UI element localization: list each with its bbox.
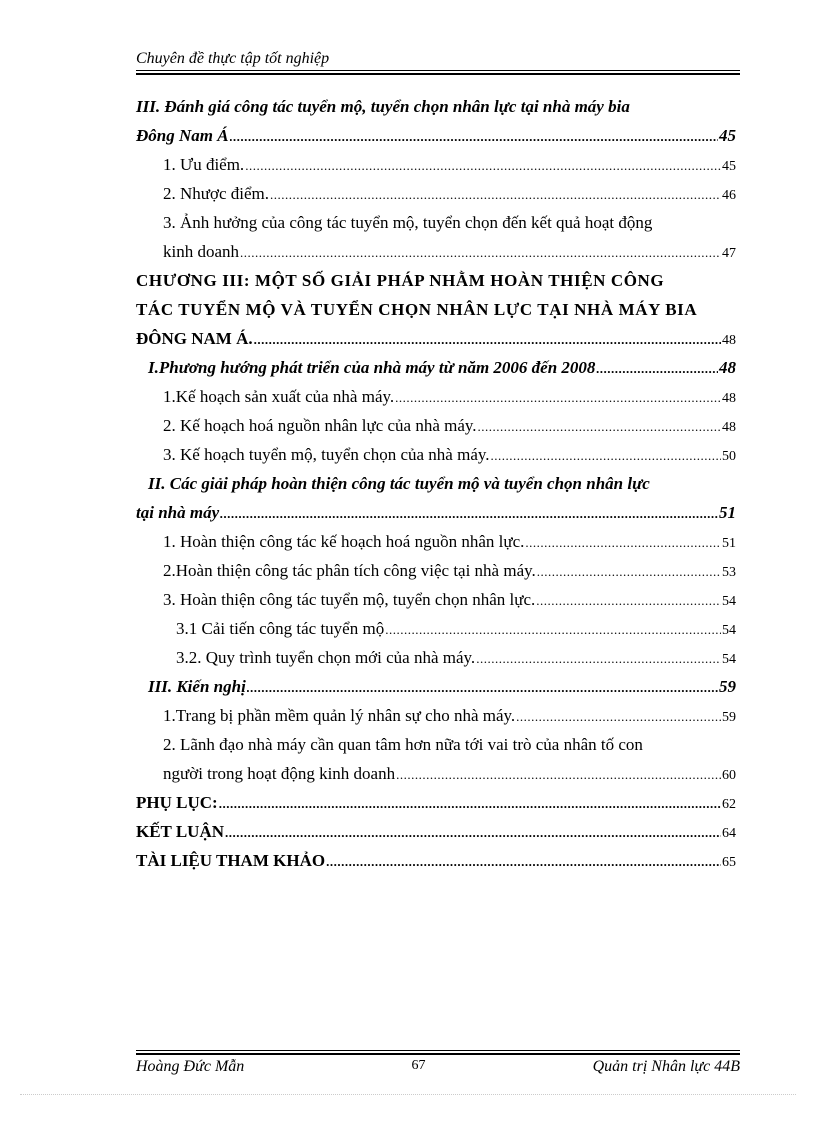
page-edge (20, 1094, 796, 1095)
dot-leader (478, 412, 721, 441)
dot-leader (219, 789, 721, 818)
toc-entry: 1.Kế hoạch sản xuất của nhà máy. ..... 48 (136, 382, 736, 411)
toc-entry: TÀI LIỆU THAM KHẢO ..... 65 (136, 846, 736, 875)
dot-leader (395, 383, 721, 412)
toc-entry: 3.2. Quy trình tuyển chọn mới của nhà máy. ..... 54 (136, 643, 736, 672)
header-title: Chuyên đề thực tập tốt nghiệp (136, 50, 330, 67)
toc-entry: 1.Trang bị phần mềm quản lý nhân sự cho nhà máy. ..... 59 (136, 701, 736, 730)
dot-leader (491, 441, 721, 470)
toc-entry: người trong hoạt động kinh doanh ..... 60 (136, 759, 736, 788)
footer-class: Quản trị Nhân lực 44B (592, 1058, 740, 1075)
header-rule-thick (136, 73, 740, 75)
dot-leader (225, 818, 721, 847)
toc-entry: TÁC TUYỂN MỘ VÀ TUYỂN CHỌN NHÂN LỰC TẠI NHÀ MÁY BIA (136, 300, 698, 319)
page-footer (136, 1050, 740, 1076)
toc-entry: KẾT LUẬN ..... 64 (136, 817, 736, 846)
table-of-contents (136, 92, 736, 875)
dot-leader (326, 847, 721, 876)
dot-leader (247, 673, 718, 702)
toc-entry: PHỤ LỤC: ..... 62 (136, 788, 736, 817)
dot-leader (220, 499, 718, 528)
dot-leader (270, 180, 721, 209)
dot-leader (516, 702, 721, 731)
toc-entry: II. Các giải pháp hoàn thiện công tác tuyển mộ và tuyển chọn nhân lực (148, 474, 650, 493)
dot-leader (596, 354, 718, 383)
dot-leader (396, 760, 721, 789)
dot-leader (385, 615, 721, 644)
toc-entry: 3.1 Cải tiến công tác tuyển mộ ..... 54 (136, 614, 736, 643)
page-header (136, 50, 740, 75)
dot-leader (245, 151, 721, 180)
footer-author: Hoàng Đức Mẫn (136, 1058, 245, 1075)
toc-entry: 1. Ưu điểm. ..... 45 (136, 150, 736, 179)
header-rule (136, 70, 740, 71)
footer-rule-thick (136, 1053, 740, 1055)
dot-leader (476, 644, 721, 673)
toc-entry: 2. Nhược điểm. ..... 46 (136, 179, 736, 208)
dot-leader (240, 238, 721, 267)
toc-entry: 3. Hoàn thiện công tác tuyển mộ, tuyển chọn nhân lực. ..... 54 (136, 585, 736, 614)
toc-entry: 3. Kế hoạch tuyển mộ, tuyển chọn của nhà máy. ..... 50 (136, 440, 736, 469)
toc-entry: III. Đánh giá công tác tuyển mộ, tuyển chọn nhân lực tại nhà máy bia (136, 97, 630, 116)
toc-entry: 1. Hoàn thiện công tác kế hoạch hoá nguồn nhân lực. ..... 51 (136, 527, 736, 556)
toc-entry: 2. Lãnh đạo nhà máy cần quan tâm hơn nữa tới vai trò của nhân tố con (163, 735, 643, 754)
toc-entry: tại nhà máy ..... 51 (136, 498, 736, 527)
page-number: 67 (411, 1058, 426, 1073)
toc-entry: Đông Nam Á ..... 45 (136, 121, 736, 150)
toc-entry: 2. Kế hoạch hoá nguồn nhân lực của nhà máy. ..... 48 (136, 411, 736, 440)
dot-leader (254, 325, 721, 354)
toc-entry: I.Phương hướng phát triển của nhà máy từ năm 2006 đến 2008 ..... 48 (136, 353, 736, 382)
toc-entry: ĐÔNG NAM Á. ..... 48 (136, 324, 736, 353)
toc-entry: 3. Ảnh hưởng của công tác tuyển mộ, tuyển chọn đến kết quả hoạt động (163, 213, 653, 232)
dot-leader (230, 122, 718, 151)
dot-leader (536, 586, 721, 615)
toc-entry: kinh doanh ..... 47 (136, 237, 736, 266)
toc-entry: CHƯƠNG III: MỘT SỐ GIẢI PHÁP NHẰM HOÀN THIỆN CÔNG (136, 271, 665, 290)
dot-leader (537, 557, 721, 586)
toc-entry: III. Kiến nghị ..... 59 (136, 672, 736, 701)
dot-leader (525, 528, 721, 557)
footer-rule (136, 1050, 740, 1051)
toc-entry: 2.Hoàn thiện công tác phân tích công việc tại nhà máy. ..... 53 (136, 556, 736, 585)
